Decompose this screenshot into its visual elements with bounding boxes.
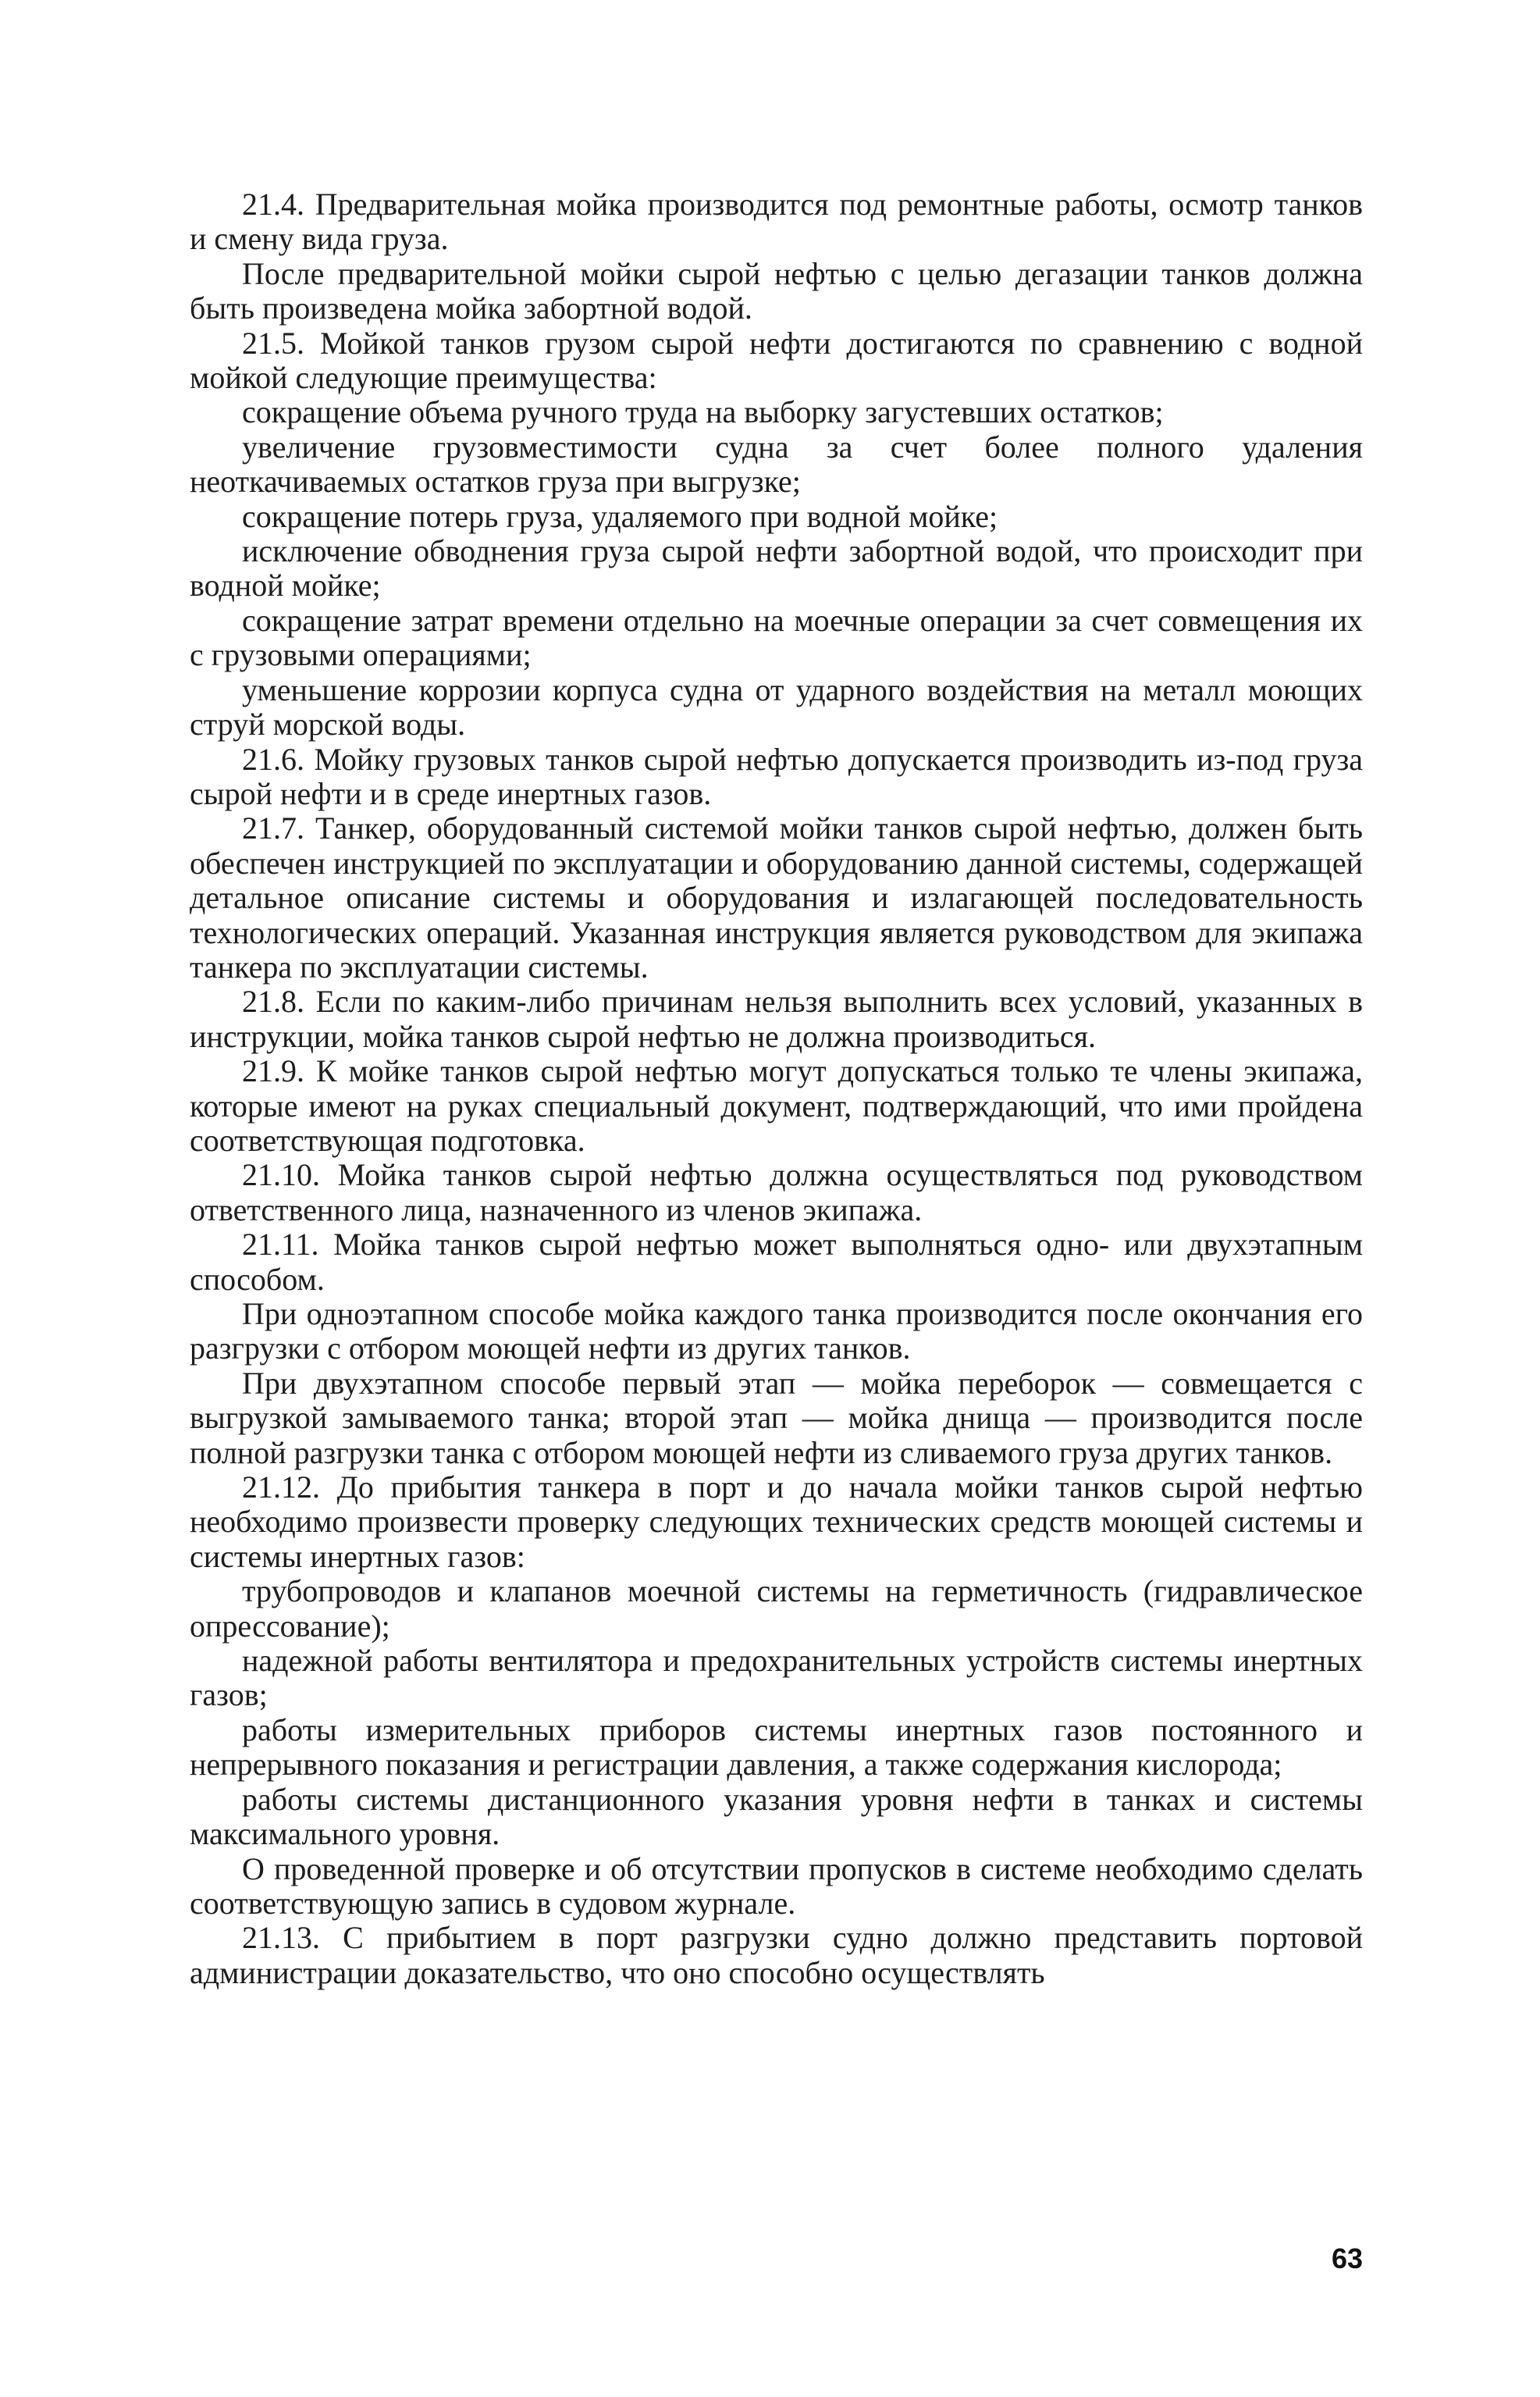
paragraph: 21.7. Танкер, оборудованный системой мойки танков сырой нефтью, должен быть обеспечен инструкцией по эксплуатации и оборудованию данной системы, содержащей детальное описание системы и оборудования и излагающей последовательность технологических операций. Указанная инструкция является руководством для экипажа танкера по эксплуатации системы. xyxy=(190,810,1363,985)
list-item: уменьшение коррозии корпуса судна от ударного воздействия на металл моющих струй морской воды. xyxy=(190,671,1363,743)
list-item: сокращение потерь груза, удаляемого при водной мойке; xyxy=(242,498,998,534)
paragraph: 21.13. С прибытием в порт разгрузки судно должно представить портовой администрации доказательство, что оно способно осуществлять xyxy=(190,1920,1363,1990)
list-item: исключение обводнения груза сырой нефти забортной водой, что происходит при водной мойке; xyxy=(190,533,1363,604)
list-item: трубопроводов и клапанов моечной системы на герметичность (гидравлическое опрессование); xyxy=(190,1573,1363,1644)
paragraph: 21.8. Если по каким-либо причинам нельзя выполнить всех условий, указанных в инструкции, мойка танков сырой нефтью не должна производиться. xyxy=(190,984,1363,1054)
list-item: увеличение грузовместимости судна за счет более полного удаления неоткачиваемых остатков груза при выгрузке; xyxy=(190,429,1363,500)
page-number: 63 xyxy=(1331,2242,1363,2274)
paragraph: 21.12. До прибытия танкера в порт и до начала мойки танков сырой нефтью необходимо произвести проверку следующих технических средств моющей системы и системы инертных газов: xyxy=(190,1469,1363,1574)
list-item: надежной работы вентилятора и предохранительных устройств системы инертных газов; xyxy=(190,1643,1363,1713)
paragraph: 21.6. Мойку грузовых танков сырой нефтью допускается производить из-под груза сырой нефти и в среде инертных газов. xyxy=(190,741,1363,811)
list-item: сокращение объема ручного труда на выборку загустевших остатков; xyxy=(242,394,1164,430)
paragraph: При двухэтапном способе первый этап — мойка переборок — совмещается с выгрузкой замываемого танка; второй этап — мойка днища — производится после полной разгрузки танка с отбором моющей нефти из сливаемого груза других танков. xyxy=(190,1365,1363,1470)
paragraph: 21.4. Предварительная мойка производится под ремонтные работы, осмотр танков и смену вида груза. xyxy=(190,187,1363,257)
paragraph: О проведенной проверке и об отсутствии пропусков в системе необходимо сделать соответствующую запись в судовом журнале. xyxy=(190,1850,1363,1921)
list-item: сокращение затрат времени отдельно на моечные операции за счет совмещения их с грузовыми операциями; xyxy=(190,602,1363,673)
list-item: работы системы дистанционного указания уровня нефти в танках и системы максимального уровня. xyxy=(190,1781,1363,1852)
list-item: работы измерительных приборов системы инертных газов постоянного и непрерывного показания и регистрации давления, а также содержания кислорода; xyxy=(190,1711,1363,1783)
paragraph: При одноэтапном способе мойка каждого танка производится после окончания его разгрузки с отбором моющей нефти из других танков. xyxy=(190,1296,1363,1366)
paragraph: После предварительной мойки сырой нефтью с целью дегазации танков должна быть произведена мойка забортной водой. xyxy=(190,255,1363,326)
paragraph: 21.11. Мойка танков сырой нефтью может выполняться одно- или двухэтапным способом. xyxy=(190,1227,1363,1297)
paragraph: 21.9. К мойке танков сырой нефтью могут допускаться только те члены экипажа, которые имеют на руках специальный документ, подтверждающий, что ими пройдена соответствующая подготовка. xyxy=(190,1053,1363,1158)
body-text xyxy=(190,187,1363,1990)
paragraph: 21.10. Мойка танков сырой нефтью должна осуществляться под руководством ответственного лица, назначенного из членов экипажа. xyxy=(190,1157,1363,1227)
paragraph: 21.5. Мойкой танков грузом сырой нефти достигаются по сравнению с водной мойкой следующие преимущества: xyxy=(190,325,1363,396)
